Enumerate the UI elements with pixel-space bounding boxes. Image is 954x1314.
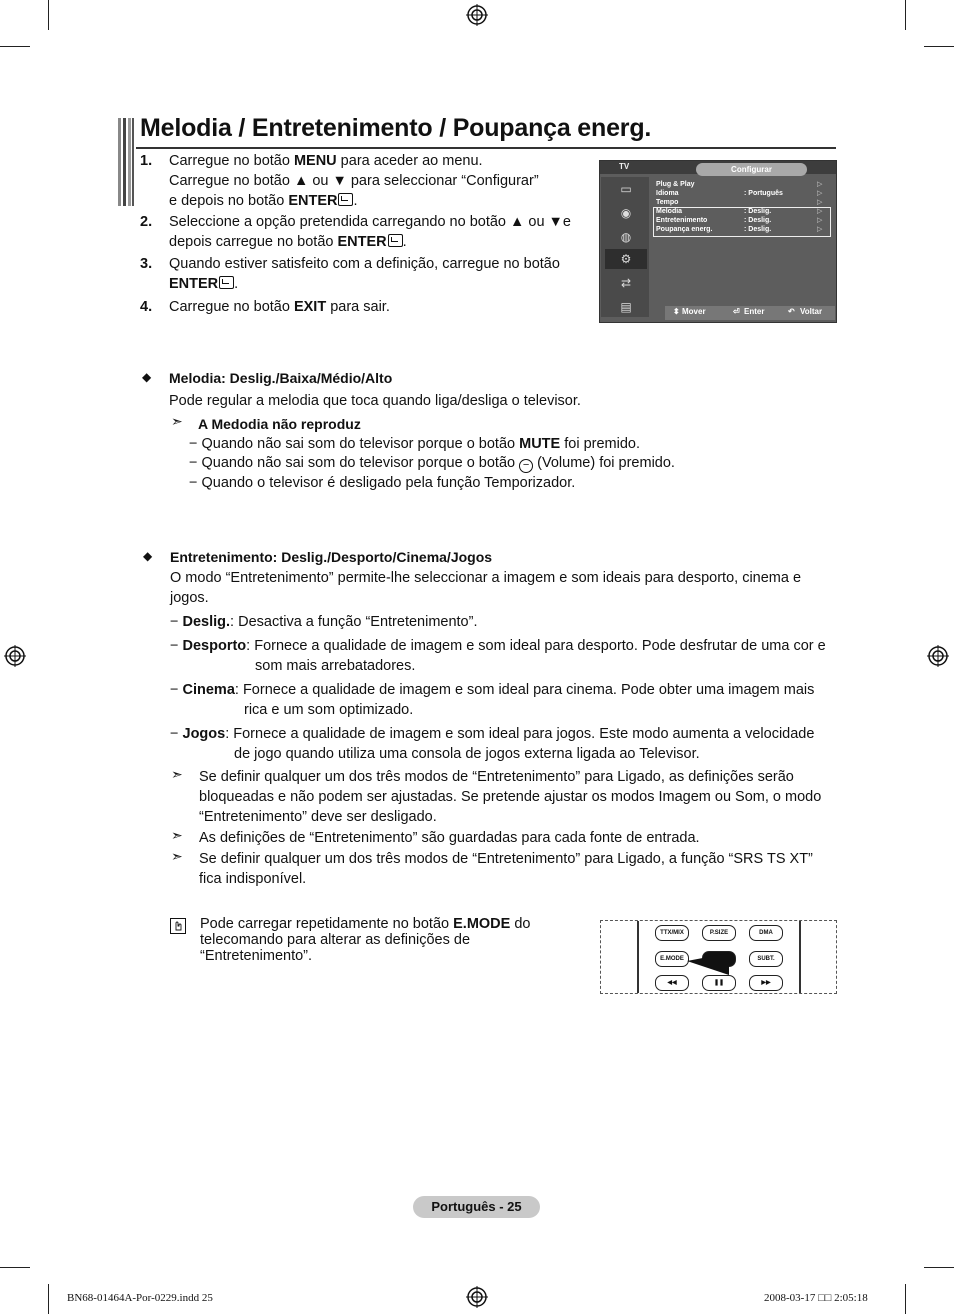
menu-sidebar [601,177,649,317]
enter-small-icon: ⏎ [733,307,740,316]
right-arrow-icon: ▷ [817,217,823,224]
sound-icon: ◉ [620,206,632,220]
remote-control-illustration [600,920,837,994]
step-number: 3. [140,256,153,272]
menu-row-value: : Deslig. [744,208,772,215]
registration-mark-icon [466,1286,488,1308]
menu-row-value: : Deslig. [744,226,772,233]
entretenimento-heading: Entretenimento: Deslig./Desporto/Cinema/Jogos [170,549,493,565]
mode-item: − Cinema: Fornece a qualidade de imagem e som ideal para cinema. Pode obter uma imagem mais [170,682,815,698]
registration-mark-icon [4,645,26,667]
menu-tab: Configurar [696,163,807,176]
menu-row-label: Melodia [656,208,683,215]
note-arrow-icon: ➣ [171,848,183,864]
move-arrows-icon: ⬍ [673,307,680,316]
step-number: 2. [140,214,153,230]
step-2: Seleccione a opção pretendida carregando no botão ▲ ou ▼e depois carregue no botão ENTER . [169,214,571,250]
menu-row-label: Poupança energ. [656,226,713,233]
return-icon: ↶ [788,307,795,316]
step-4: Carregue no botão EXIT para sair. [169,299,390,315]
crop-mark [0,1267,30,1268]
enter-icon [219,276,234,289]
right-arrow-icon: ▷ [817,199,823,206]
note-arrow-icon: ➣ [171,766,183,782]
mode-item: − Jogos: Fornece a qualidade de imagem e som ideal para jogos. Este modo aumenta a velocidade [170,726,815,742]
fast-forward-icon: ▶▶ [749,975,783,991]
entretenimento-note: Se definir qualquer um dos três modos de “Entretenimento” para Ligado, a função “SRS TS XT” fica indisponível. [199,851,813,887]
crop-mark [0,46,30,47]
melodia-note-title: A Medodia não reproduz [198,416,361,432]
remote-button-ttxmix: TTX/MIX [655,925,689,941]
footer-move-label: Mover [682,307,706,316]
enter-icon [338,193,353,206]
remote-button-subt: SUBT. [749,951,783,967]
remote-button-emode: E.MODE [655,951,689,967]
entretenimento-description: O modo “Entretenimento” permite-lhe seleccionar a imagem e som ideais para desporto, cinema e jogos. [170,570,802,606]
menu-row-label: Tempo [656,199,679,206]
remote-button-psize: P.SIZE [702,925,736,941]
crop-mark [905,0,906,30]
application-icon: ▤ [620,300,632,314]
diamond-bullet-icon: ◆ [143,549,153,563]
remote-button-dma: DMA [749,925,783,941]
crop-mark [924,46,954,47]
pause-icon: ❚❚ [702,975,736,991]
channel-icon: ◍ [620,230,632,244]
date-slug: 2008-03-17 □□ 2:05:18 [764,1292,868,1304]
page-title: Melodia / Entretenimento / Poupança energ. [140,114,652,142]
menu-row-value: : Português [744,190,783,197]
setup-gear-icon: ⚙ [605,249,647,269]
melodia-heading: Melodia: Deslig./Baixa/Médio/Alto [169,370,393,386]
input-icon: ⇄ [620,276,632,290]
melodia-bullet: − Quando o televisor é desligado pela função Temporizador. [189,475,576,491]
menu-footer [665,306,835,320]
right-arrow-icon: ▷ [817,226,823,233]
file-slug: BN68-01464A-Por-0229.indd 25 [67,1292,213,1304]
melodia-bullet: − Quando não sai som do televisor porque o botão MUTE foi premido. [189,436,640,452]
menu-source-label: TV [619,162,630,171]
title-rule [136,147,836,149]
note-arrow-icon: ➣ [171,827,183,843]
entretenimento-note: As definições de “Entretenimento” são guardadas para cada fonte de entrada. [199,830,700,846]
crop-mark [48,1284,49,1314]
mode-item-continued: som mais arrebatadores. [255,658,416,674]
registration-mark-icon [466,4,488,26]
page-number-badge: Português - 25 [413,1196,540,1218]
footer-back-label: Voltar [800,307,823,316]
menu-row-label: Idioma [656,190,679,197]
crop-mark [905,1284,906,1314]
step-3: Quando estiver satisfeito com a definição, carregue no botão ENTER . [169,256,560,292]
mode-item: − Desporto: Fornece a qualidade de imagem e som ideal para desporto. Pode desfrutar de uma cor e [170,638,826,654]
mode-item: − Deslig.: Desactiva a função “Entretenimento”. [170,614,478,630]
menu-row-value: : Deslig. [744,217,772,224]
right-arrow-icon: ▷ [817,181,823,188]
title-accent-bar [118,118,134,206]
right-arrow-icon: ▷ [817,208,823,215]
crop-mark [924,1267,954,1268]
registration-mark-icon [927,645,949,667]
enter-icon [388,234,403,247]
mode-item-continued: de jogo quando utiliza uma consola de jogos externa ligada ao Televisor. [234,746,700,762]
step-1: Carregue no botão MENU para aceder ao menu. Carregue no botão ▲ ou ▼ para seleccionar “Configurar” e depois no botão ENTER . [169,153,539,209]
step-number: 4. [140,299,153,315]
diamond-bullet-icon: ◆ [142,370,152,384]
footer-enter-label: Enter [744,307,765,316]
step-number: 1. [140,153,153,169]
rewind-icon: ◀◀ [655,975,689,991]
tip-text: Pode carregar repetidamente no botão E.MODE do telecomando para alterar as definições de “Entretenimento”. [200,916,531,964]
tv-menu-screenshot [599,160,837,323]
picture-icon: ▭ [620,182,632,196]
right-arrow-icon: ▷ [817,190,823,197]
volume-minus-icon: − [519,459,533,473]
mode-item-continued: rica e um som optimizado. [244,702,414,718]
menu-row-label: Entretenimento [656,217,708,224]
hand-tip-icon [170,918,186,934]
entretenimento-note: Se definir qualquer um dos três modos de “Entretenimento” para Ligado, as definições serão bloqueadas e não podem ser ajustadas. Se pretende ajustar os modos Imagem ou Som, o modo “Entretenimento” deve ser desligado. [199,769,822,825]
menu-row-label: Plug & Play [656,181,695,188]
melodia-description: Pode regular a melodia que toca quando liga/desliga o televisor. [169,393,581,409]
crop-mark [48,0,49,30]
note-arrow-icon: ➣ [171,413,183,429]
melodia-bullet: − Quando não sai som do televisor porque o botão − (Volume) foi premido. [189,455,675,471]
